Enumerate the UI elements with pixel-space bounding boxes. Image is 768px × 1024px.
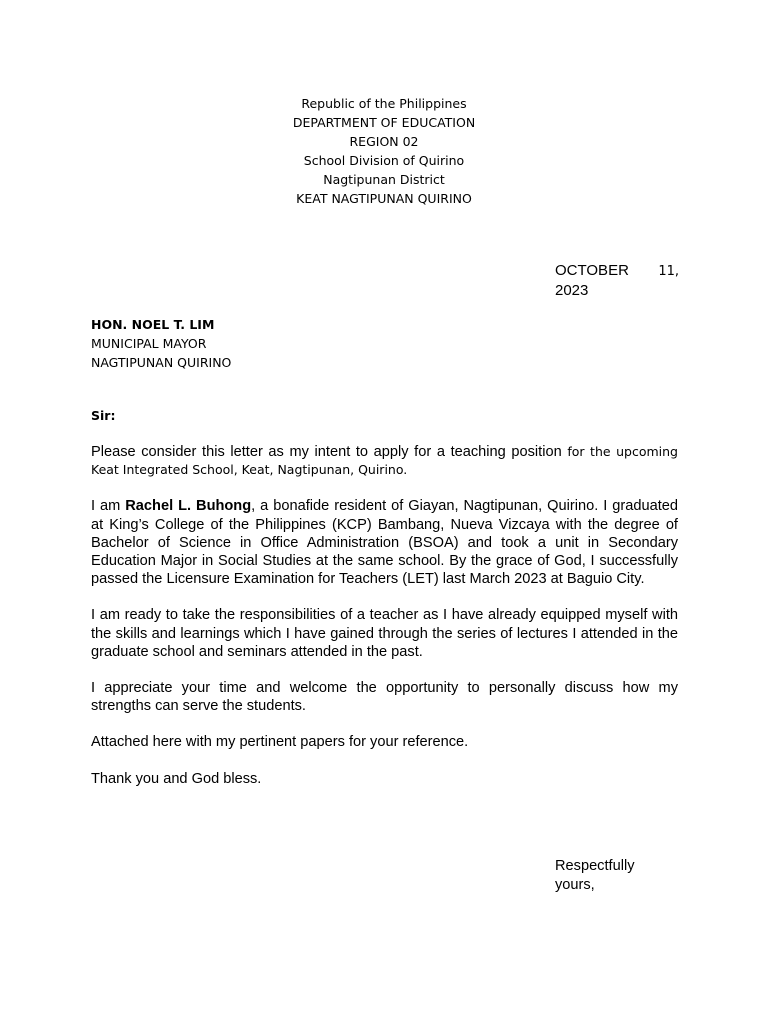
- recipient-title: MUNICIPAL MAYOR: [91, 336, 207, 351]
- letterhead-division: School Division of Quirino: [303, 153, 465, 168]
- recipient-block: [91, 315, 231, 372]
- paragraph-background-rest: , a bonafide resident of Giayan, Nagtipunan, Quirino. I graduated at King’s College of the Philippines (KCP) Bambang, Nueva Vizcaya with the degree of Bachelor of Science in Office Administration (BSOA) and took a unit in Secondary Education Major in Social Studies at the same school. By the grace of God, I successfully passed the Licensure Examination for Teachers (LET) last March 2023 at Baguio City.: [91, 498, 678, 588]
- letterhead-department: DEPARTMENT OF EDUCATION: [292, 115, 476, 130]
- letterhead: [0, 94, 768, 208]
- date-day: 11,: [658, 264, 679, 279]
- paragraph-intent: [91, 443, 678, 479]
- date-year: 2023: [555, 282, 589, 299]
- letterhead-district: Nagtipunan District: [323, 172, 445, 187]
- paragraph-intent-main: Please consider this letter as my intent to apply for a teaching position: [91, 444, 568, 460]
- paragraph-background: [91, 497, 678, 588]
- letterhead-school: KEAT NAGTIPUNAN QUIRINO: [296, 191, 472, 206]
- closing-line2: yours,: [555, 877, 595, 893]
- recipient-location: NAGTIPUNAN QUIRINO: [91, 355, 232, 370]
- paragraph-attachments: Attached here with my pertinent papers for your reference.: [91, 734, 469, 751]
- paragraph-background-prefix: I am: [91, 498, 126, 515]
- letter-date: [555, 261, 679, 300]
- letterhead-region: REGION 02: [349, 134, 419, 149]
- paragraph-intent-school: for the upcoming Keat Integrated School, Keat, Nagtipunan, Quirino.: [91, 444, 678, 478]
- letterhead-republic: Republic of the Philippines: [301, 96, 467, 111]
- salutation: Sir:: [91, 408, 116, 423]
- date-month: OCTOBER: [555, 262, 629, 279]
- closing-line1: Respectfully: [555, 858, 635, 874]
- applicant-name: Rachel L. Buhong: [125, 498, 252, 515]
- letter-body: [91, 443, 678, 806]
- closing-block: [555, 857, 675, 895]
- paragraph-readiness: I am ready to take the responsibilities of a teacher as I have already equipped myself with the skills and learnings which I have gained through the series of lectures I attended in the graduate school and seminars attended in the past.: [91, 607, 678, 660]
- paragraph-appreciation: I appreciate your time and welcome the opportunity to personally discuss how my strengths can serve the students.: [91, 680, 678, 715]
- paragraph-thanks: Thank you and God bless.: [91, 770, 262, 787]
- recipient-name: HON. NOEL T. LIM: [91, 317, 215, 332]
